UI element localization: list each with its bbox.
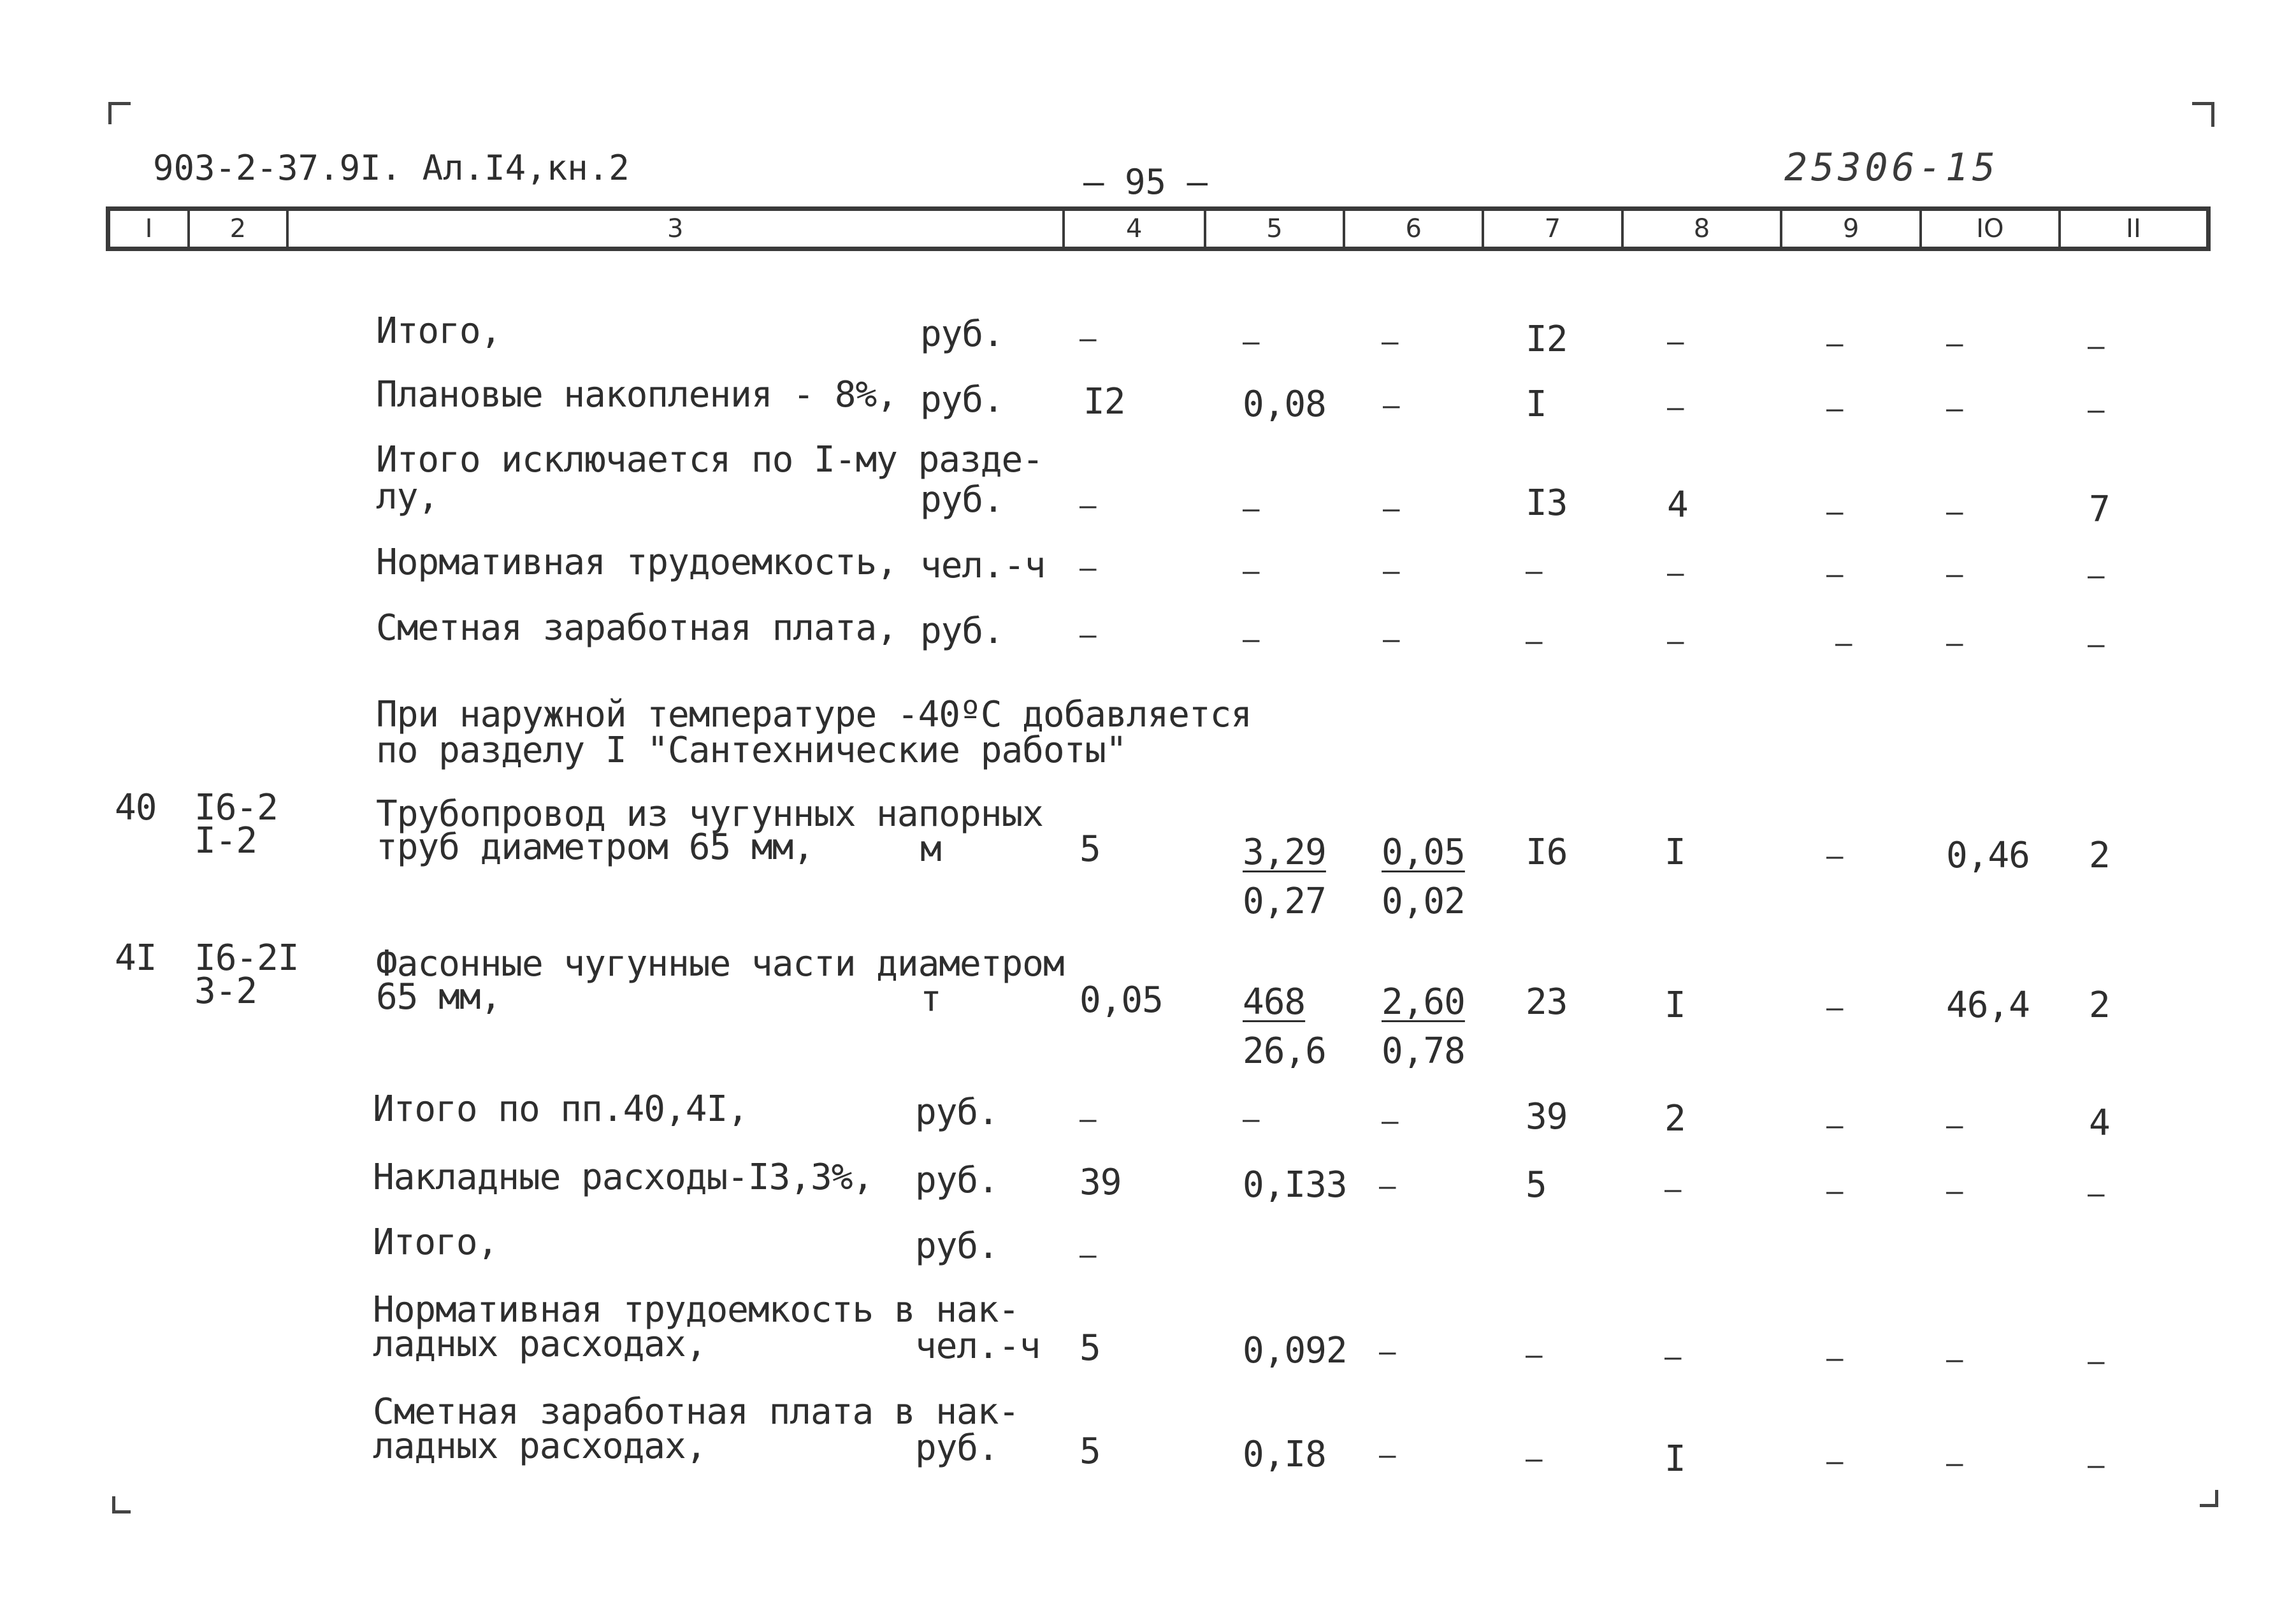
row-excluded-col8: 4 [1667, 484, 1688, 526]
row-norm-labor-col11: – [2088, 560, 2104, 592]
row-overhead-labor-text-line1: Нормативная трудоемкость в нак- [373, 1289, 1020, 1331]
row-excluded-col9: – [1826, 496, 1843, 528]
row-norm-labor-col9: – [1826, 558, 1843, 591]
row-subtotal-40-41-col7: 39 [1526, 1096, 1568, 1138]
row-overhead-labor-col7: – [1526, 1339, 1542, 1371]
row-itogo-1-text: Итого, [376, 310, 502, 352]
row-41-number: 4I [115, 937, 157, 979]
row-40-col6-bottom: 0,02 [1382, 881, 1465, 922]
row-overhead-col8: – [1664, 1173, 1681, 1206]
row-planned-savings-col10: – [1946, 393, 1963, 425]
row-overhead-labor-col5: 0,092 [1243, 1330, 1347, 1371]
row-norm-labor-col4: – [1079, 552, 1096, 584]
row-40-number: 40 [115, 787, 157, 828]
row-overhead-wage-text-line2: ладных расходах, [373, 1426, 707, 1467]
row-norm-labor-col5: – [1243, 555, 1259, 588]
row-itogo-1-col10: – [1946, 328, 1963, 360]
row-overhead-labor-unit: чел.-ч [915, 1325, 1041, 1367]
row-excluded-col6: – [1383, 493, 1399, 525]
row-subtotal-40-41-col6: – [1382, 1105, 1398, 1138]
row-41-col5-top: 468 [1243, 981, 1306, 1023]
row-subtotal-40-41-text: Итого по пп.40,4I, [373, 1088, 748, 1130]
row-wage-col9: – [1835, 627, 1852, 660]
row-subtotal-40-41-col10: – [1946, 1109, 1963, 1142]
row-excluded-text-line1: Итого исключается по I-му разде- [376, 439, 1043, 480]
row-overhead-col7: 5 [1526, 1164, 1547, 1206]
row-norm-labor-unit: чел.-ч [920, 545, 1046, 586]
column-header-9: 9 [1782, 211, 1921, 247]
row-itogo-2-text: Итого, [373, 1222, 498, 1263]
document-code: 903-2-37.9I. Ал.I4,кн.2 [153, 148, 630, 188]
row-40-col10: 0,46 [1946, 835, 2030, 876]
row-planned-savings-text: Плановые накопления - 8%, [376, 374, 897, 415]
column-header-2: 2 [190, 211, 289, 247]
row-overhead-col10: – [1946, 1175, 1963, 1208]
row-planned-savings-col6: – [1383, 389, 1399, 422]
row-planned-savings-col11: – [2088, 394, 2104, 426]
row-40-code-line2: I-2 [194, 820, 257, 862]
row-40-unit: м [920, 828, 941, 870]
corner-mark-top-right [2192, 102, 2214, 127]
row-subtotal-40-41-col5: – [1243, 1103, 1259, 1136]
row-40-col9: – [1826, 840, 1843, 872]
row-excluded-col5: – [1243, 493, 1259, 525]
row-excluded-col7: I3 [1526, 482, 1568, 524]
row-40-col6-top: 0,05 [1382, 832, 1465, 873]
row-overhead-col5: 0,I33 [1243, 1164, 1347, 1206]
row-wage-col10: – [1946, 627, 1963, 660]
row-itogo-1-col8: – [1667, 326, 1684, 358]
column-header-5: 5 [1206, 211, 1345, 247]
row-overhead-labor-col8: – [1664, 1341, 1681, 1373]
row-wage-unit: руб. [920, 610, 1004, 652]
row-subtotal-40-41-col9: – [1826, 1109, 1843, 1142]
row-overhead-unit: руб. [915, 1160, 999, 1201]
row-41-col4: 0,05 [1079, 979, 1163, 1021]
row-excluded-col11: 7 [2089, 489, 2110, 530]
row-planned-savings-col7: I [1526, 384, 1547, 425]
row-40-col8: I [1664, 832, 1686, 873]
row-overhead-labor-col9: – [1826, 1342, 1843, 1375]
row-40-col7: I6 [1526, 832, 1568, 873]
row-subtotal-40-41-col8: 2 [1664, 1098, 1686, 1139]
row-itogo-1-col9: – [1826, 328, 1843, 360]
row-wage-col5: – [1243, 623, 1259, 656]
row-41-col7: 23 [1526, 981, 1568, 1023]
handwritten-sheet-number: 25306-15 [1784, 145, 1999, 190]
column-header-4: 4 [1065, 211, 1206, 247]
row-excluded-text-line2: лу, [376, 476, 439, 517]
row-norm-labor-col8: – [1667, 557, 1684, 589]
row-overhead-col6: – [1379, 1170, 1396, 1203]
note-line-2: по разделу I "Сантехнические работы" [376, 730, 1127, 771]
row-overhead-col9: – [1826, 1175, 1843, 1208]
row-itogo-1-col11: – [2088, 330, 2104, 363]
row-overhead-labor-col11: – [2088, 1345, 2104, 1378]
column-header-10: IO [1922, 211, 2061, 247]
column-header-1: I [110, 211, 190, 247]
row-41-code-line2: 3-2 [194, 971, 257, 1012]
row-40-col11: 2 [2089, 835, 2110, 876]
column-header-8: 8 [1624, 211, 1783, 247]
row-excluded-unit: руб. [920, 479, 1004, 521]
row-overhead-wage-col9: – [1826, 1445, 1843, 1478]
row-overhead-labor-col4: 5 [1079, 1327, 1101, 1369]
row-41-col8: I [1664, 985, 1686, 1026]
row-40-text-line1: Трубопровод из чугунных напорных [376, 793, 1043, 835]
row-41-unit: т [920, 978, 941, 1020]
row-overhead-wage-col10: – [1946, 1447, 1963, 1480]
row-excluded-col10: – [1946, 496, 1963, 528]
row-norm-labor-text: Нормативная трудоемкость, [376, 542, 897, 583]
row-wage-col11: – [2088, 628, 2104, 661]
row-wage-col7: – [1526, 625, 1542, 658]
page-number: — 95 — [1083, 162, 1208, 202]
row-itogo-1-unit: руб. [920, 314, 1004, 355]
row-41-col11: 2 [2089, 985, 2110, 1026]
row-overhead-wage-unit: руб. [915, 1427, 999, 1469]
row-overhead-text: Накладные расходы-I3,3%, [373, 1157, 874, 1198]
row-itogo-1-col5: – [1243, 326, 1259, 358]
column-header-strip [106, 206, 2211, 251]
row-40-col4: 5 [1079, 828, 1101, 870]
row-itogo-2-col4: – [1079, 1239, 1096, 1271]
row-norm-labor-col10: – [1946, 558, 1963, 591]
row-wage-col6: – [1383, 623, 1399, 656]
row-excluded-col4: – [1079, 489, 1096, 522]
row-planned-savings-col8: – [1667, 391, 1684, 424]
row-40-code-line1: I6-2 [194, 787, 278, 828]
row-overhead-wage-col4: 5 [1079, 1431, 1101, 1472]
row-41-col9: – [1826, 992, 1843, 1024]
row-41-col5-bottom: 26,6 [1243, 1030, 1326, 1072]
row-norm-labor-col6: – [1383, 555, 1399, 588]
row-wage-text: Сметная заработная плата, [376, 607, 897, 649]
row-overhead-wage-col6: – [1379, 1439, 1396, 1471]
row-40-col5-bottom: 0,27 [1243, 881, 1326, 922]
column-header-6: 6 [1345, 211, 1484, 247]
row-overhead-wage-text-line1: Сметная заработная плата в нак- [373, 1391, 1020, 1433]
row-41-code-line1: I6-2I [194, 937, 299, 979]
row-planned-savings-col9: – [1826, 393, 1843, 425]
corner-mark-top-left [108, 102, 131, 124]
row-overhead-labor-col6: – [1379, 1336, 1396, 1368]
corner-mark-bottom-left [112, 1496, 131, 1513]
row-41-col6-top: 2,60 [1382, 981, 1465, 1023]
row-subtotal-40-41-col4: – [1079, 1103, 1096, 1136]
row-wage-col4: – [1079, 619, 1096, 651]
row-wage-col8: – [1667, 625, 1684, 658]
row-overhead-labor-text-line2: ладных расходах, [373, 1324, 707, 1365]
corner-mark-bottom-right [2200, 1490, 2218, 1507]
row-itogo-1-col4: – [1079, 322, 1096, 355]
row-41-col10: 46,4 [1946, 985, 2030, 1026]
row-itogo-1-col7: I2 [1526, 319, 1568, 360]
row-overhead-col4: 39 [1079, 1162, 1122, 1203]
row-overhead-wage-col7: – [1526, 1443, 1542, 1475]
row-itogo-1-col6: – [1382, 326, 1398, 358]
column-header-3: 3 [289, 211, 1065, 247]
row-subtotal-40-41-col11: 4 [2089, 1102, 2110, 1144]
row-planned-savings-col5: 0,08 [1243, 384, 1326, 425]
row-41-text-line2: 65 мм, [376, 976, 502, 1018]
row-norm-labor-col7: – [1526, 555, 1542, 588]
row-overhead-wage-col11: – [2088, 1449, 2104, 1482]
row-overhead-wage-col8: I [1664, 1438, 1686, 1480]
row-40-text-line2: труб диаметром 65 мм, [376, 827, 814, 868]
column-header-7: 7 [1484, 211, 1623, 247]
note-line-1: При наружной температуре -40ºС добавляется [376, 694, 1252, 735]
row-subtotal-40-41-unit: руб. [915, 1092, 999, 1133]
row-planned-savings-unit: руб. [920, 379, 1004, 421]
row-itogo-2-unit: руб. [915, 1225, 999, 1267]
row-40-col5-top: 3,29 [1243, 832, 1326, 873]
row-planned-savings-col4: I2 [1083, 381, 1125, 423]
row-41-text-line1: Фасонные чугунные части диаметром [376, 943, 1064, 985]
row-overhead-col11: – [2088, 1178, 2104, 1210]
row-overhead-wage-col5: 0,I8 [1243, 1434, 1326, 1475]
row-41-col6-bottom: 0,78 [1382, 1030, 1465, 1072]
row-overhead-labor-col10: – [1946, 1343, 1963, 1376]
column-header-11: II [2126, 214, 2141, 243]
